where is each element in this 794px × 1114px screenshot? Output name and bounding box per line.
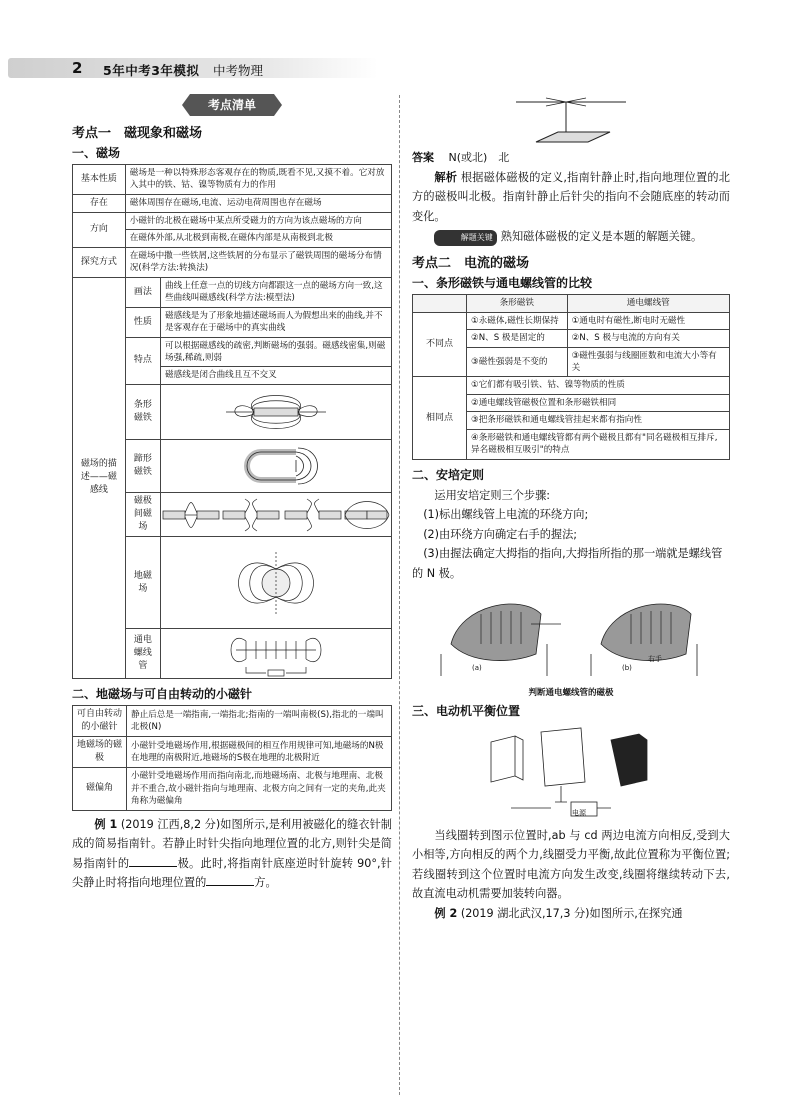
ampere-step-3: (3)由握法确定大拇指的指向,大拇指所指的那一端就是螺线管的 N 极。 (412, 547, 723, 581)
feature-text-2: 磁感线是闭合曲线且互不交叉 (161, 367, 392, 384)
compass-label: 可自由转动的小磁针 (73, 706, 127, 737)
page-number: 2 (72, 59, 83, 77)
draw-label: 画法 (125, 277, 160, 307)
draw-text: 曲线上任意一点的切线方向都跟这一点的磁场方向一致,这些曲线叫磁感线(科学方法:模型法) (161, 277, 392, 307)
explore-text: 在磁场中撒一些铁屑,这些铁屑的分布显示了磁铁周围的磁场分布情况(科学方法:转换法) (125, 247, 391, 277)
section-banner: 考点清单 (190, 94, 274, 116)
example2-source: (2019 湖北武汉,17,3 分) (460, 907, 590, 921)
fig-a-label: (a) (472, 663, 482, 672)
analysis-label: 解析 (434, 170, 458, 184)
compass-text: 静止后总是一端指南,一端指北;指南的一端叫南极(S),指北的一端叫北极(N) (127, 706, 392, 737)
example2-text: 如图所示,在探究通 (589, 907, 683, 921)
ampere-intro: 运用安培定则三个步骤: (434, 488, 551, 502)
desc-label: 磁场的描述——磁感线 (73, 277, 126, 678)
basic-label: 基本性质 (73, 165, 126, 195)
explore-label: 探究方式 (73, 247, 126, 277)
feature-label: 特点 (125, 337, 160, 384)
example1-text2: 极。此时,将指南针底座逆时针旋转 90°,针尖静止时将指向地理位置的 (72, 856, 392, 890)
solenoid-label: 通电螺线管 (125, 629, 160, 679)
declination-text: 小磁针受地磁场作用而指向南北,而地磁场南、北极与地理南、北极并不重合,故小磁针指向与地理南、北极方向之间有一定的夹角,此夹角称为磁偏角 (127, 768, 392, 810)
bar-magnet-figure (161, 384, 392, 439)
dir-text-2: 在磁体外部,从北极到南极,在磁体内部是从南极到北极 (125, 230, 391, 247)
topic1-sub2: 二、地磁场与可自由转动的小磁针 (72, 687, 253, 702)
diff-label: 不同点 (413, 312, 467, 377)
same-3: ③把条形磁铁和通电螺线管挂起来都有指向性 (467, 412, 730, 429)
ampere-step-1: (1)标出螺线管上电流的环绕方向; (423, 508, 589, 522)
right-hand-label: 右手 (648, 654, 662, 663)
u-magnet-label: 蹄形磁铁 (125, 439, 160, 492)
bar-magnet-label: 条形磁铁 (125, 384, 160, 439)
corner-cell (413, 295, 467, 312)
topic1-title: 考点一 磁现象和磁场 (72, 126, 203, 141)
earth-pole-label: 地磁场的磁极 (73, 737, 127, 768)
same-label: 相同点 (413, 377, 467, 459)
magnetic-field-table (72, 164, 392, 679)
key-text: 熟知磁体磁极的定义是本题的解题关键。 (500, 229, 703, 243)
left-column (72, 92, 392, 893)
dir-text-1: 小磁针的北极在磁场中某点所受磁力的方向为该点磁场的方向 (125, 212, 391, 229)
ampere-step-2: (2)由环绕方向确定右手的握法; (423, 527, 578, 541)
compass-needle-figure (412, 92, 730, 148)
between-poles-figure (161, 492, 392, 536)
fig-b-label: (b) (622, 663, 632, 672)
solenoid-figure (161, 629, 392, 679)
exist-text: 磁体周围存在磁场,电流、运动电荷周围也存在磁场 (125, 194, 391, 212)
earth-magnet-table (72, 705, 392, 811)
example1-lead: 例 1 (94, 817, 118, 831)
page-header (0, 0, 794, 86)
earth-field-figure (161, 537, 392, 629)
answer-text: N(或北) 北 (448, 151, 510, 164)
basic-text: 磁场是一种以特殊形态客观存在的物质,既看不见,又摸不着。它对放入其中的铁、钴、镍等物质有力的作用 (125, 165, 391, 195)
motor-title: 三、电动机平衡位置 (412, 703, 521, 718)
key-badge: 解题关键 (434, 230, 496, 246)
topic1-sub: 一、磁场 (72, 146, 121, 160)
example2-lead: 例 2 (434, 907, 458, 921)
same-4: ④条形磁铁和通电螺线管都有两个磁极且都有"同名磁极相互排斥,异名磁极相互吸引"的特点 (467, 429, 730, 459)
declination-label: 磁偏角 (73, 768, 127, 810)
power-source-label: 电源 (572, 808, 586, 817)
earth-field-label: 地磁场 (125, 537, 160, 629)
u-magnet-figure (161, 439, 392, 492)
blank-2[interactable] (206, 885, 254, 886)
dir-label: 方向 (73, 212, 126, 247)
same-2: ②通电螺线管磁极位置和条形磁铁相同 (467, 394, 730, 411)
earth-pole-text: 小磁针受地磁场作用,根据磁极间的相互作用规律可知,地磁场的N极在地理的南极附近,地磁场的S极在地理的北极附近 (127, 737, 392, 768)
blank-1[interactable] (129, 866, 177, 867)
nature-label: 性质 (125, 307, 160, 337)
topic2-sub: 一、条形磁铁与通电螺线管的比较 (412, 276, 593, 291)
column-divider (399, 95, 400, 1095)
example1-source: (2019 江西,8,2 分) (120, 817, 221, 831)
example1-text3: 方。 (254, 876, 277, 890)
analysis-para (412, 168, 730, 227)
col-solenoid: 通电螺线管 (567, 295, 729, 312)
example1-text1: 如图所示,是利用被磁化的缝衣针制成的简易指南针。若静止时针尖指向地理位置的北方,则针尖是简易指南针的 (72, 817, 392, 870)
same-1: ①它们都有吸引铁、钴、镍等物质的性质 (467, 377, 730, 394)
diff-1a: ①永磁体,磁性长期保持 (467, 312, 568, 329)
answer-line (412, 148, 730, 168)
between-poles-label: 磁极间磁场 (125, 492, 160, 536)
figure-caption: 判断通电螺线管的磁极 (528, 687, 614, 698)
nature-text: 磁感线是为了形象地描述磁场而人为假想出来的曲线,并不是客观存在于磁场中的真实曲线 (161, 307, 392, 337)
analysis-text: 根据磁体磁极的定义,指南针静止时,指向地理位置的北方的磁极叫北极。指南针静止后针尖的指向不会随底座的转动而变化。 (412, 170, 730, 223)
example2 (412, 904, 730, 924)
diff-2a: ②N、S 极是固定的 (467, 330, 568, 347)
right-column (412, 92, 730, 924)
motor-figure (412, 722, 730, 826)
book-title: 5年中考3年模拟 (103, 63, 200, 78)
right-hand-figure (412, 584, 730, 684)
col-bar-magnet: 条形磁铁 (467, 295, 568, 312)
diff-2b: ②N、S 极与电流的方向有关 (567, 330, 729, 347)
diff-3a: ③磁性强弱是不变的 (467, 347, 568, 377)
key-para (412, 227, 730, 247)
book-subtitle: 中考物理 (213, 63, 264, 78)
topic2-title: 考点二 电流的磁场 (412, 256, 530, 272)
exist-label: 存在 (73, 194, 126, 212)
answer-label: 答案 (412, 151, 434, 164)
motor-text: 当线圈转到图示位置时,ab 与 cd 两边电流方向相反,受到大小相等,方向相反的两个力,线圈受力平衡,故此位置称为平衡位置;若线圈转到这个位置时电流方向发生改变,线圈将继续转动下去,故直流电动机需要加装转向器。 (412, 828, 730, 901)
diff-1b: ①通电时有磁性,断电时无磁性 (567, 312, 729, 329)
example1 (72, 815, 392, 893)
diff-3b: ③磁性强弱与线圈匝数和电流大小等有关 (567, 347, 729, 377)
feature-text-1: 可以根据磁感线的疏密,判断磁场的强弱。磁感线密集,则磁场强,稀疏,则弱 (161, 337, 392, 367)
comparison-table (412, 294, 730, 460)
ampere-title: 二、安培定则 (412, 467, 485, 482)
